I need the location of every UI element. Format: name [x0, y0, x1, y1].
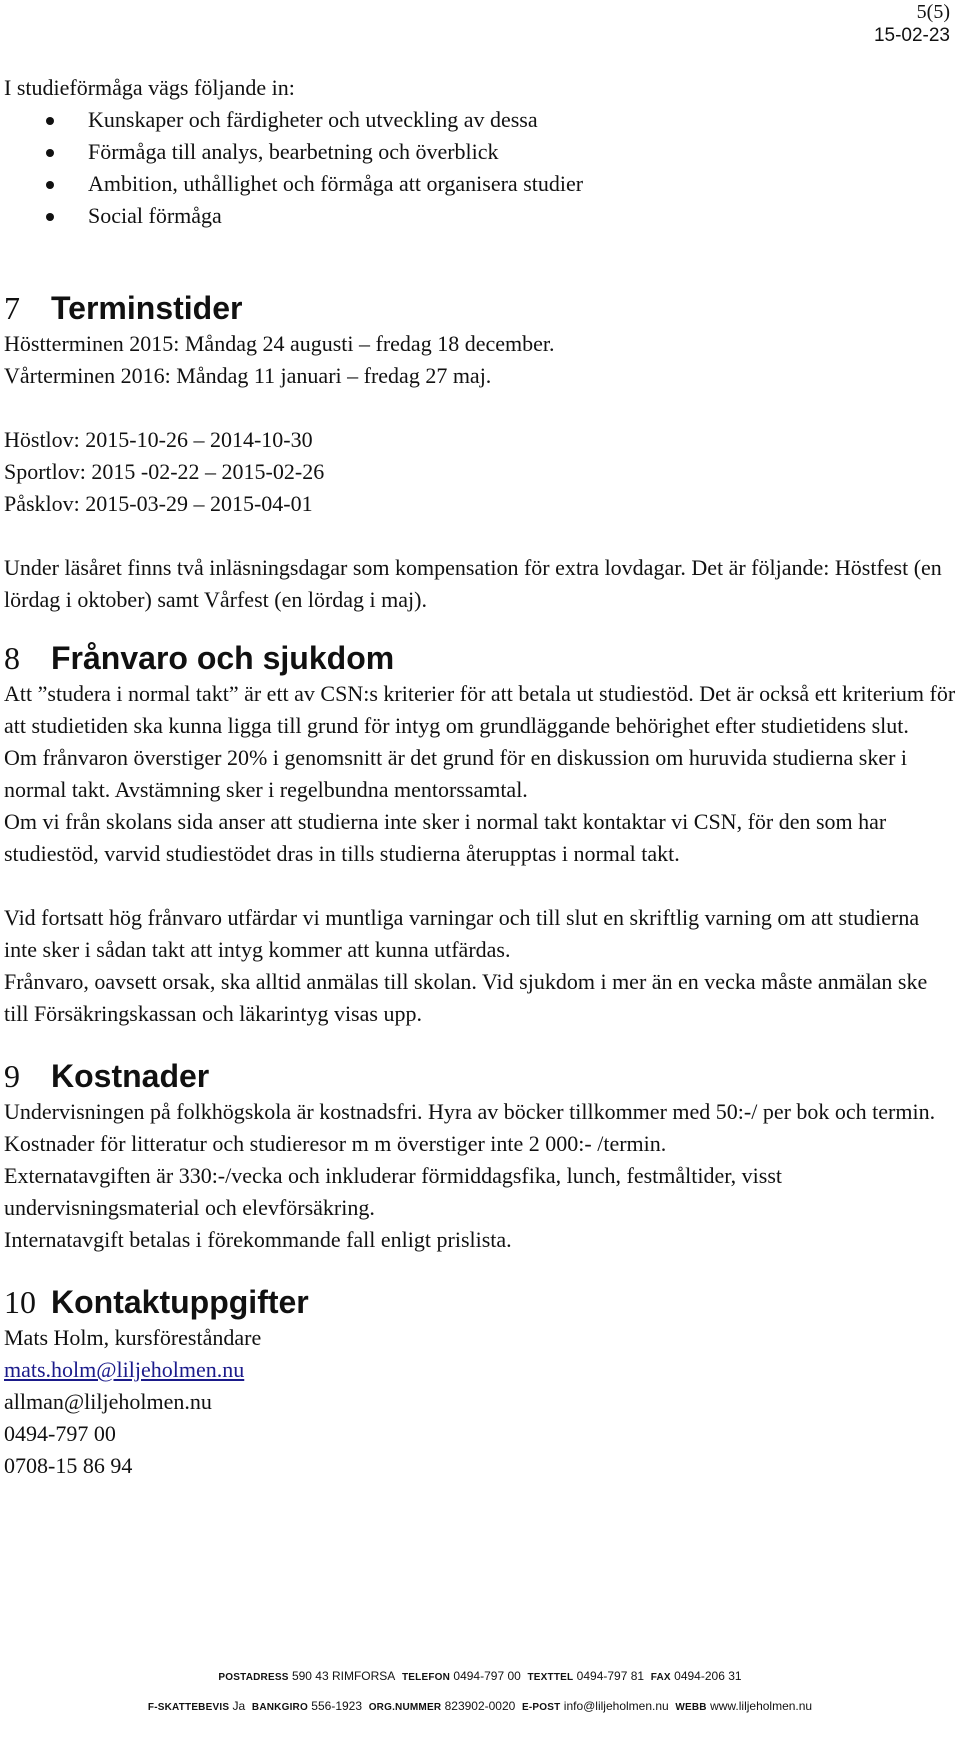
section-title: Frånvaro och sjukdom: [51, 640, 395, 676]
footer-line-2: F-SKATTEBEVIS Ja BANKGIRO 556-1923 ORG.NUMMER 823902-0020 E-POST info@liljeholmen.nu WEBB www.liljeholmen.nu: [147, 1699, 813, 1713]
section-number: 10: [4, 1284, 36, 1320]
page-header: [874, 0, 950, 48]
section-number: 8: [4, 640, 20, 676]
section-number: 9: [4, 1058, 20, 1094]
page-number: 5(5): [916, 1, 950, 23]
list-item: Social förmåga: [46, 200, 956, 232]
list-item: Kunskaper och färdigheter och utveckling av dessa: [46, 104, 956, 136]
contact-name: Mats Holm, kursföreståndare: [4, 1325, 262, 1350]
kostnader-paragraph: Internatavgift betalas i förekommande fall enligt prislista.: [4, 1227, 512, 1252]
bullet-icon: [46, 213, 54, 221]
document-date: 15-02-23: [873, 25, 950, 46]
footer-line-1: POSTADRESS 590 43 RIMFORSA TELEFON 0494-797 00 TEXTTEL 0494-797 81 FAX 0494-206 31: [218, 1669, 742, 1683]
section-heading-kostnader: [4, 1056, 956, 1096]
lov-line: Höstlov: 2015-10-26 – 2014-10-30: [4, 427, 313, 452]
lov-line: Påsklov: 2015-03-29 – 2015-04-01: [4, 491, 313, 516]
section-title: Kostnader: [51, 1058, 210, 1094]
contact-email-link[interactable]: mats.holm@liljeholmen.nu: [4, 1357, 245, 1382]
document-body: [4, 72, 956, 1482]
bullet-icon: [46, 149, 54, 157]
lov-line: Sportlov: 2015 -02-22 – 2015-02-26: [4, 459, 325, 484]
franvaro-paragraph: Frånvaro, oavsett orsak, ska alltid anmälas till skolan. Vid sjukdom i mer än en vecka måste anmälan ske till Försäkringskassan och läkarintyg visas upp.: [4, 969, 928, 1026]
franvaro-paragraph: Om vi från skolans sida anser att studierna inte sker i normal takt kontaktar vi CSN, för den som har studiestöd, varvid studiestödet dras in tills studierna återupptas i normal takt.: [4, 809, 887, 866]
contact-phone: 0494-797 00: [4, 1421, 116, 1446]
inlasningsdagar-paragraph: Under läsåret finns två inläsningsdagar som kompensation för extra lovdagar. Det är följande: Höstfest (en lördag i oktober) samt Vårfest (en lördag i maj).: [4, 555, 942, 612]
section-heading-terminstider: [4, 288, 956, 328]
franvaro-paragraph: Om frånvaron överstiger 20% i genomsnitt är det grund för en diskussion om huruvida studierna sker i normal takt. Avstämning sker i regelbundna mentorssamtal.: [4, 745, 908, 802]
studieformaga-list: [4, 104, 956, 232]
bullet-icon: [46, 117, 54, 125]
section-title: Terminstider: [51, 290, 243, 326]
kostnader-paragraph: Externatavgiften är 330:-/vecka och inkluderar förmiddagsfika, lunch, festmåltider, visst undervisningsmaterial och elevförsäkring.: [4, 1163, 783, 1220]
list-item: Förmåga till analys, bearbetning och överblick: [46, 136, 956, 168]
franvaro-paragraph: Vid fortsatt hög frånvaro utfärdar vi muntliga varningar och till slut en skriftlig varning om att studierna inte sker i sådan takt att intyg kommer att kunna utfärdas.: [4, 905, 920, 962]
section-number: 7: [4, 290, 20, 326]
list-item: Ambition, uthållighet och förmåga att organisera studier: [46, 168, 956, 200]
termin-line: Vårterminen 2016: Måndag 11 januari – fredag 27 maj.: [4, 363, 492, 388]
section-heading-franvaro: [4, 638, 956, 678]
kostnader-paragraph: Undervisningen på folkhögskola är kostnadsfri. Hyra av böcker tillkommer med 50:-/ per bok och termin. Kostnader för litteratur och studieresor m m överstiger inte 2 000:- /termin.: [4, 1099, 936, 1156]
franvaro-paragraph: Att ”studera i normal takt” är ett av CSN:s kriterier för att betala ut studiestöd. Det är också ett kriterium för att studietiden ska kunna ligga till grund för intyg om grundläggande behörighet efter studietidens slut.: [4, 681, 956, 738]
section-title: Kontaktuppgifter: [51, 1284, 309, 1320]
bullet-icon: [46, 181, 54, 189]
studieformaga-intro: I studieförmåga vägs följande in:: [4, 75, 295, 100]
contact-mobile: 0708-15 86 94: [4, 1453, 133, 1478]
section-heading-kontakt: [4, 1282, 956, 1322]
termin-line: Höstterminen 2015: Måndag 24 augusti – fredag 18 december.: [4, 331, 555, 356]
contact-email-general: allman@liljeholmen.nu: [4, 1389, 212, 1414]
